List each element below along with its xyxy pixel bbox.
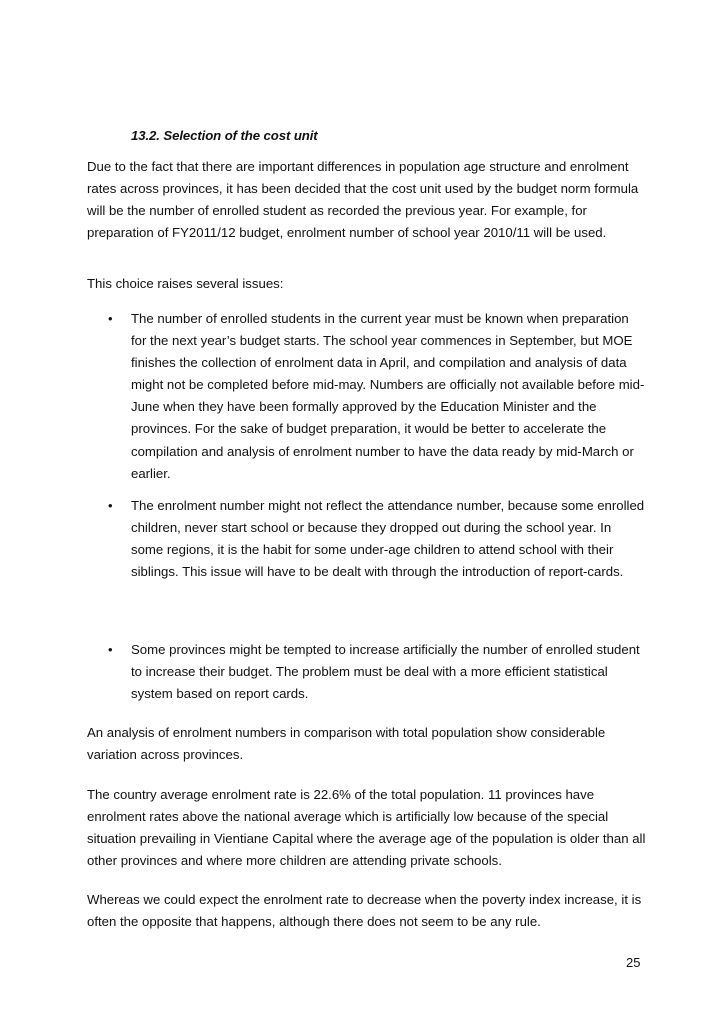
intro-paragraph: Due to the fact that there are important differences in population age structure and enrolment rates across provinces, it has been decided that the cost unit used by the budget norm formula will be the number of enrolled student as recorded the previous year. For example, for preparation of FY2011/12 budget, enrolment number of school year 2010/11 will be used.	[87, 159, 639, 241]
issue-list-item	[108, 308, 647, 485]
section-heading: 13.2. Selection of the cost unit	[131, 128, 318, 143]
bullet-icon: •	[108, 498, 113, 513]
issue-text: The number of enrolled students in the current year must be known when preparation for the next year’s budget starts. The school year commences in September, but MOE finishes the collection of enrolment data in April, and compilation and analysis of data might not be completed before mid-may. Numbers are officially not available before mid-June when they have been formally approved by the Education Minister and the provinces. For the sake of budget preparation, it would be better to accelerate the compilation and analysis of enrolment number to have the data ready by mid-March or earlier.	[131, 311, 645, 481]
issues-intro: This choice raises several issues:	[87, 276, 284, 291]
analysis-paragraph: An analysis of enrolment numbers in comparison with total population show considerable variation across provinces.	[87, 725, 606, 763]
issue-text: The enrolment number might not reflect the attendance number, because some enrolled children, never start school or because they dropped out during the school year. In some regions, it is the habit for some under-age children to attend school with their siblings. This issue will have to be dealt with through the introduction of report-cards.	[131, 498, 645, 580]
issue-list-item	[108, 495, 647, 583]
country-average-paragraph: The country average enrolment rate is 22.6% of the total population. 11 provinces have enrolment rates above the national average which is artificially low because of the special situation prevailing in Vientiane Capital where the average age of the population is older than all other provinces and where more children are attending private schools.	[87, 787, 646, 869]
bullet-icon: •	[108, 642, 113, 657]
bullet-icon: •	[108, 311, 113, 326]
issue-text: Some provinces might be tempted to increase artificially the number of enrolled student to increase their budget. The problem must be deal with a more efficient statistical system based on report cards.	[131, 642, 640, 702]
page-number: 25	[626, 955, 641, 970]
issue-list-item	[108, 639, 647, 705]
poverty-paragraph: Whereas we could expect the enrolment rate to decrease when the poverty index increase, it is often the opposite that happens, although there does not seem to be any rule.	[87, 892, 642, 930]
